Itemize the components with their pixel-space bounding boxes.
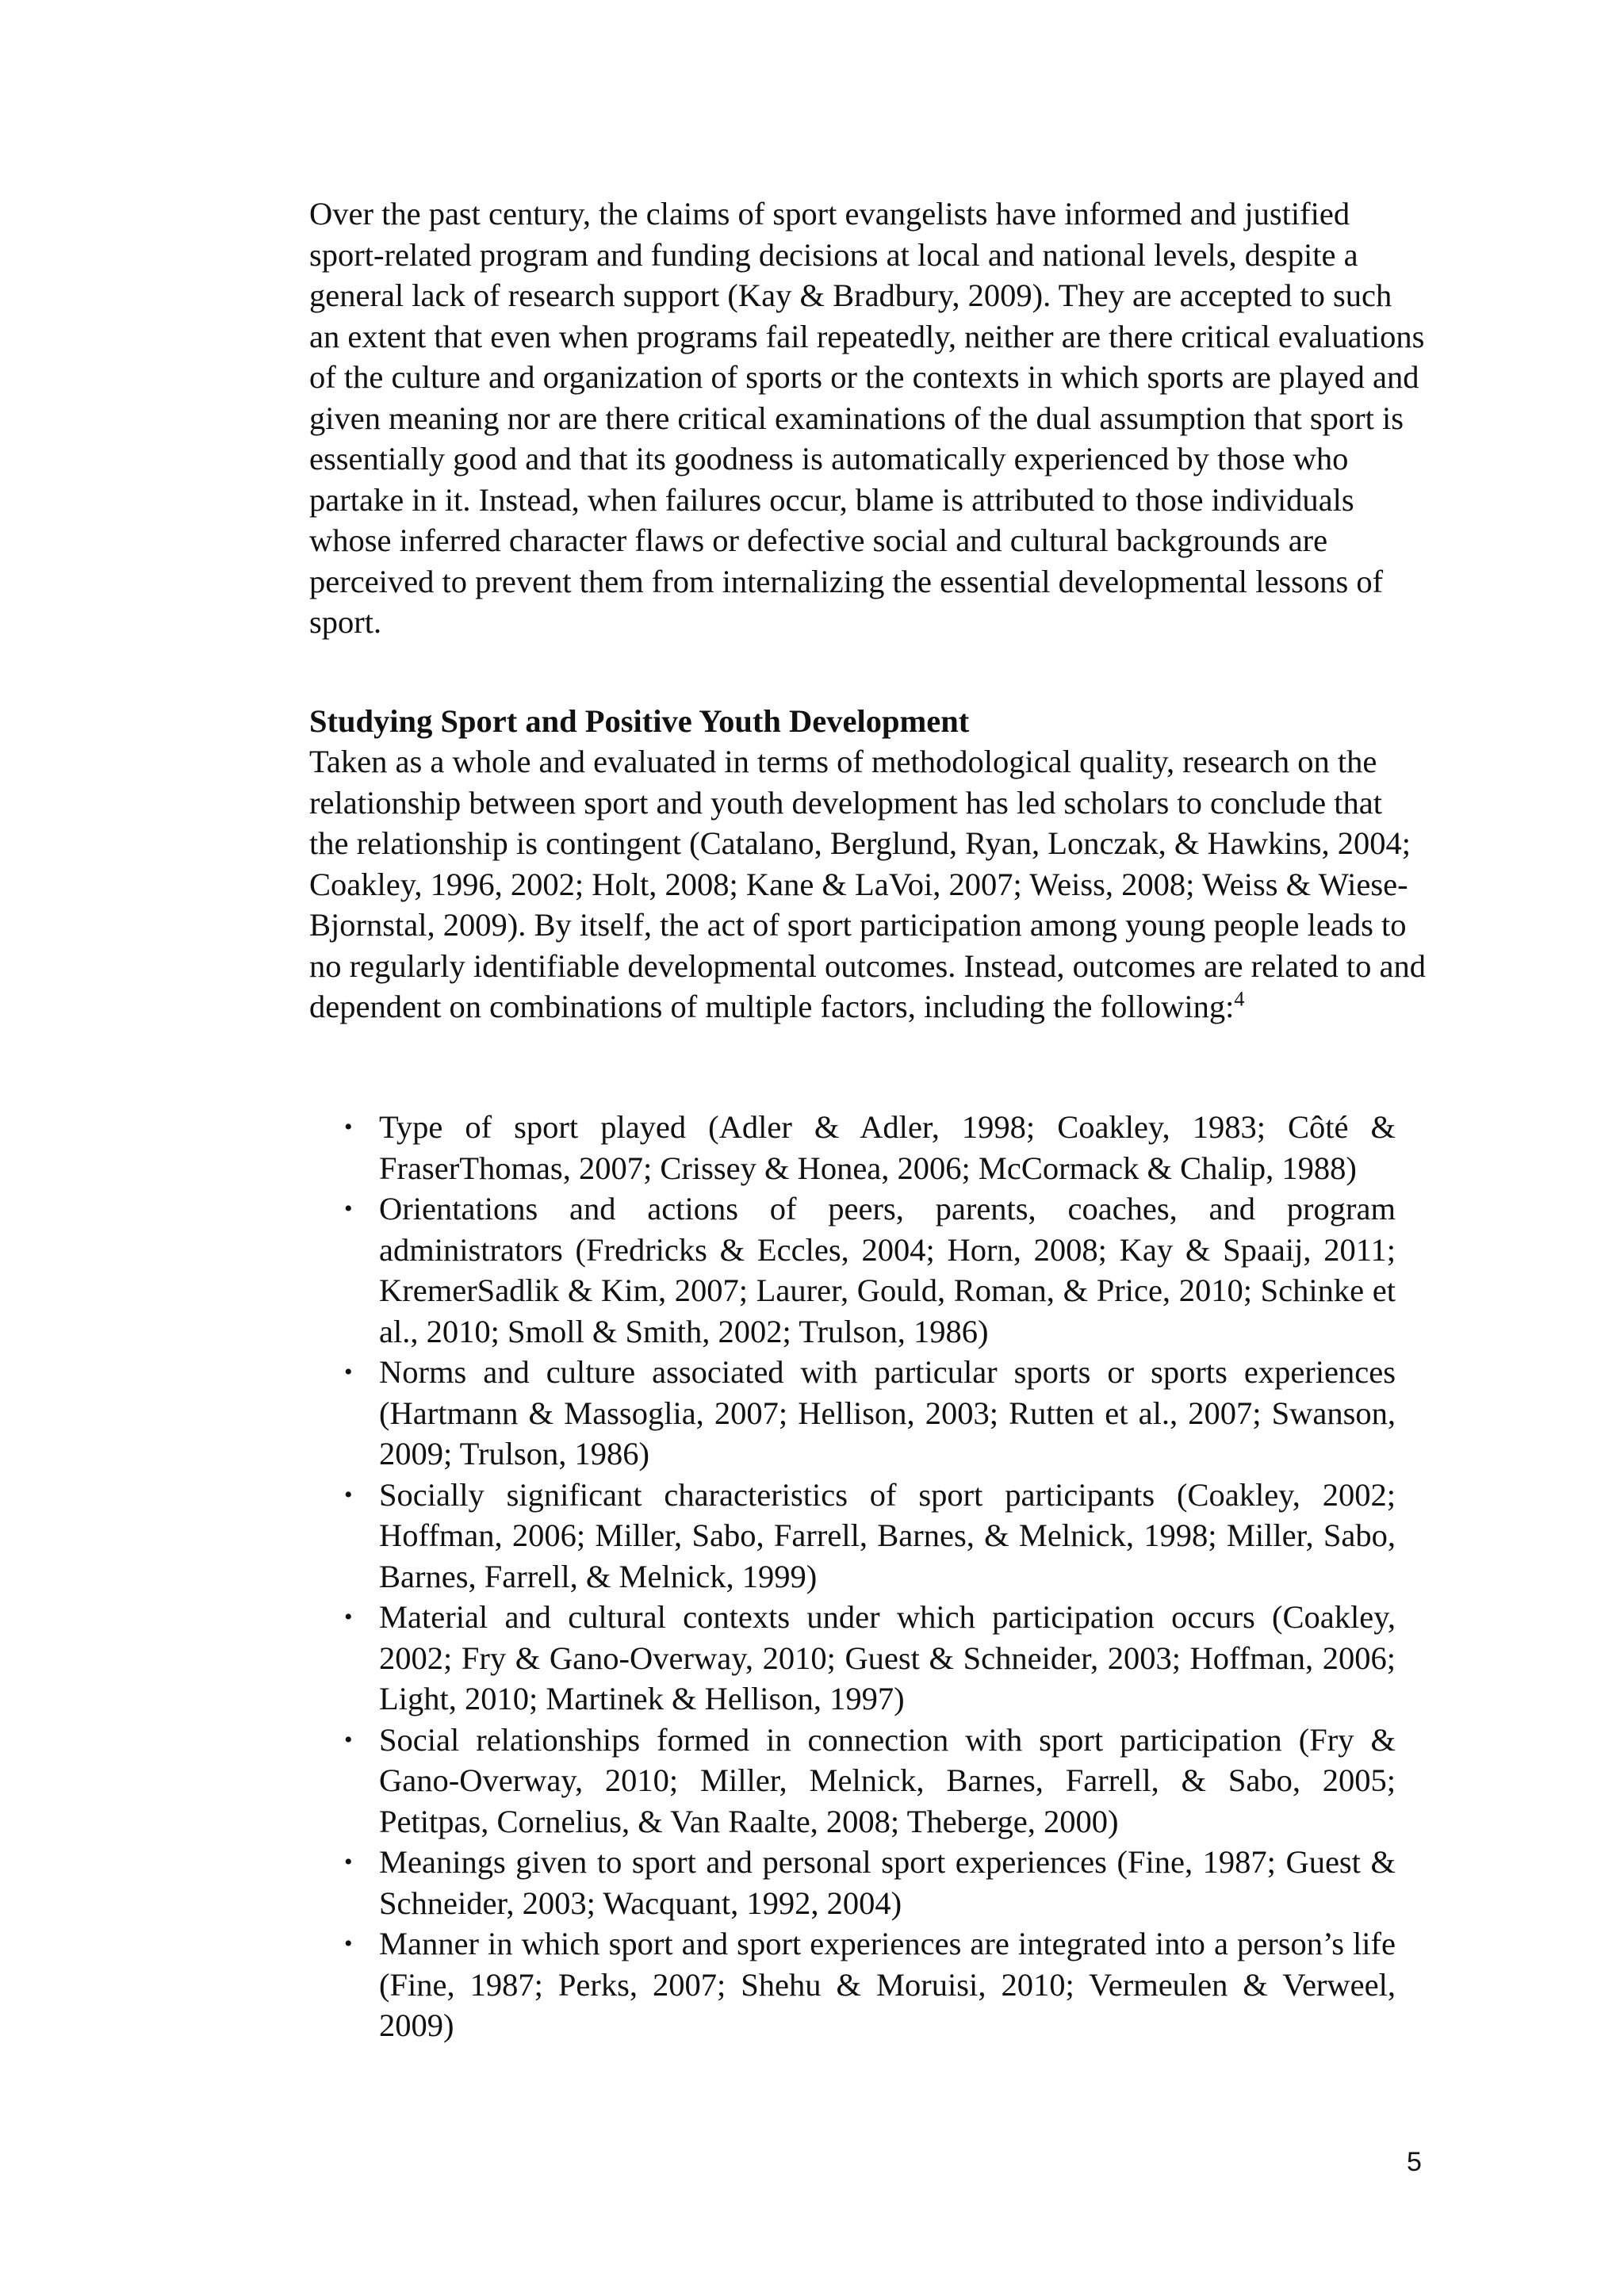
section-heading: Studying Sport and Positive Youth Development: [309, 703, 970, 739]
list-item: [344, 1188, 1396, 1352]
bullet-icon: •: [344, 1114, 353, 1140]
bullet-icon: •: [344, 1481, 353, 1508]
bullet-icon: •: [344, 1849, 353, 1875]
list-item: [344, 1107, 1396, 1188]
list-item-text: Type of sport played (Adler & Adler, 1998; Coakley, 1983; Côté & FraserThomas, 2007; Crissey & Honea, 2006; McCormack & Chalip, 1988): [379, 1109, 1396, 1186]
bullet-icon: •: [344, 1726, 353, 1753]
list-item-text: Manner in which sport and sport experiences are integrated into a person’s life (Fine, 1987; Perks, 2007; Shehu & Moruisi, 2010; Vermeulen & Verweel, 2009): [379, 1926, 1396, 2043]
footnote-marker: 4: [1234, 987, 1245, 1011]
list-item-text: Material and cultural contexts under which participation occurs (Coakley, 2002; Fry & Gano-Overway, 2010; Guest & Schneider, 2003; Hoffman, 2006; Light, 2010; Martinek & Hellison, 1997): [379, 1599, 1396, 1716]
list-item: [344, 1352, 1396, 1475]
list-item: [344, 1923, 1396, 2046]
bullet-icon: •: [344, 1604, 353, 1630]
factors-list: [344, 1107, 1396, 2046]
intro-paragraph: Over the past century, the claims of sport evangelists have informed and justified sport-related program and funding decisions at local and national levels, despite a general lack of research support (Kay & Bradbury, 2009). They are accepted to such an extent that even when programs fail repeatedly, neither are there critical evaluations of the culture and organization of sports or the contexts in which sports are played and given meaning nor are there critical examinations of the dual assumption that sport is essentially good and that its goodness is automatically experienced by those who partake in it. Instead, when failures occur, blame is attributed to those individuals whose inferred character flaws or defective social and cultural backgrounds are perceived to prevent them from internalizing the essential developmental lessons of sport.: [309, 196, 1425, 640]
list-item: [344, 1475, 1396, 1598]
list-item-text: Norms and culture associated with particular sports or sports experiences (Hartmann & Massoglia, 2007; Hellison, 2003; Rutten et al., 2007; Swanson, 2009; Trulson, 1986): [379, 1354, 1396, 1471]
section-paragraph-text: Taken as a whole and evaluated in terms of methodological quality, research on the relationship between sport and youth development has led scholars to conclude that the relationship is contingent (Catalano, Berglund, Ryan, Lonczak, & Hawkins, 2004; Coakley, 1996, 2002; Holt, 2008; Kane & LaVoi, 2007; Weiss, 2008; Weiss & Wiese-Bjornstal, 2009). By itself, the act of sport participation among young people leads to no regularly identifiable developmental outcomes. Instead, outcomes are related to and dependent on combinations of multiple factors, including the following:: [309, 744, 1426, 1024]
list-item-text: Social relationships formed in connection with sport participation (Fry & Gano-Overway, 2010; Miller, Melnick, Barnes, Farrell, & Sabo, 2005; Petitpas, Cornelius, & Van Raalte, 2008; Theberge, 2000): [379, 1721, 1396, 1839]
list-item: [344, 1597, 1396, 1720]
list-item: [344, 1720, 1396, 1843]
section-paragraph: [309, 741, 1427, 1027]
bullet-icon: •: [344, 1196, 353, 1222]
list-item-text: Orientations and actions of peers, parents, coaches, and program administrators (Fredricks & Eccles, 2004; Horn, 2008; Kay & Spaaij, 2011; KremerSadlik & Kim, 2007; Laurer, Gould, Roman, & Price, 2010; Schinke et al., 2010; Smoll & Smith, 2002; Trulson, 1986): [379, 1191, 1396, 1349]
bullet-icon: •: [344, 1359, 353, 1385]
page-number: 5: [1407, 2147, 1422, 2177]
list-item-text: Meanings given to sport and personal sport experiences (Fine, 1987; Guest & Schneider, 2003; Wacquant, 1992, 2004): [379, 1844, 1396, 1921]
list-item: [344, 1842, 1396, 1923]
list-item-text: Socially significant characteristics of sport participants (Coakley, 2002; Hoffman, 2006; Miller, Sabo, Farrell, Barnes, & Melnick, 1998; Miller, Sabo, Barnes, Farrell, & Melnick, 1999): [379, 1476, 1396, 1594]
bullet-icon: •: [344, 1931, 353, 1957]
